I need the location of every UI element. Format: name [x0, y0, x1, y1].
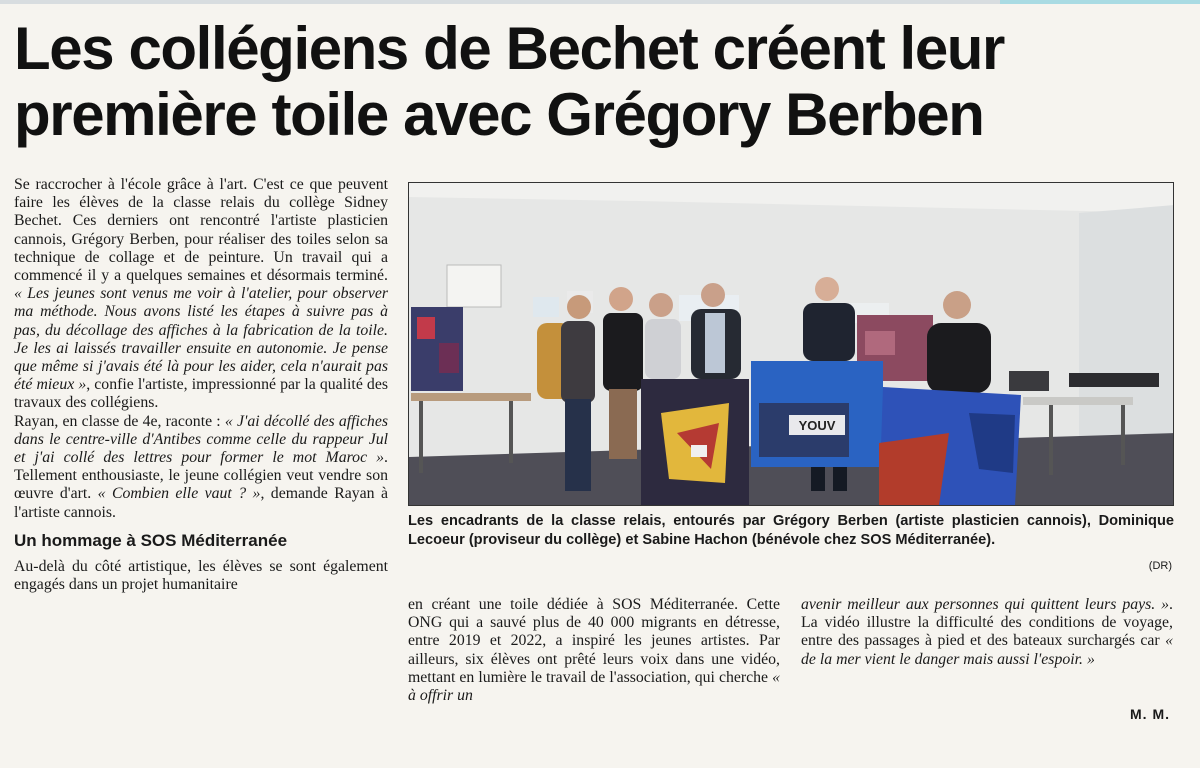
photo-canvas-word: YOUV [798, 418, 836, 433]
intro-text: Se raccrocher à l'école grâce à l'art. C'est ce que peuvent faire les élèves de la classe relais du collège Sidney Bechet. Ces derniers ont rencontré l'artiste plasticien cannois, Grégory Berben, pour réaliser des toiles selon sa technique de collage et de peinture. Un travail qui a commencé il y a quelques semaines et désormais terminé. [14, 176, 388, 285]
column-3 [801, 596, 1173, 669]
column-3-quote-2: « de la mer vient le danger mais aussi l'espoir. » [801, 632, 1173, 668]
section-subhead: Un hommage à SOS Méditerranée [14, 530, 288, 550]
rayan-paragraph [14, 413, 388, 522]
column-2-paragraph [408, 596, 780, 705]
photo-caption: Les encadrants de la classe relais, entourés par Grégory Berben (artiste plasticien cannois), Dominique Lecoeur (proviseur du collège) et Sabine Hachon (bénévole chez SOS Méditerranée). [408, 513, 1174, 548]
artist-quote-attribution: , confie l'artiste, impressionné par la qualité des travaux des collégiens. [14, 376, 388, 412]
photo-illustration [409, 183, 1174, 506]
rayan-question: « Combien elle vaut ? » [97, 485, 261, 503]
photo-credit: (DR) [1148, 560, 1172, 572]
rayan-after-quote: . Tellement enthousiaste, le jeune collégien veut vendre son œuvre d'art. [14, 449, 388, 503]
humanitarian-paragraph: Au-delà du côté artistique, les élèves se sont également engagés dans un projet humanitaire [14, 557, 388, 594]
column-2-quote: « à offrir un [408, 668, 780, 705]
top-rule-accent [1000, 0, 1200, 4]
author-signature: M. M. [1130, 706, 1170, 722]
rayan-closing: , demande Rayan à l'artiste cannois. [14, 485, 388, 521]
intro-paragraph [14, 176, 388, 413]
column-3-paragraph [801, 596, 1173, 669]
headline-line-1: Les collégiens de Bechet créent leur [14, 15, 1004, 82]
group-photo [408, 182, 1174, 506]
headline-line-2: première toile avec Grégory Berben [14, 81, 984, 148]
column-2-text: en créant une toile dédiée à SOS Méditerranée. Cette ONG qui a sauvé plus de 40 000 migrants en détresse, entre 2019 et 2022, a inspiré les jeunes artistes. Par ailleurs, six élèves ont prêté leurs voix dans une vidéo, mettant en lumière le travail de l'association, qui cherche [408, 596, 780, 686]
column-3-quote-1: avenir meilleur aux personnes qui quittent leurs pays. » [801, 596, 1170, 613]
article-headline [14, 16, 1194, 148]
top-rule [0, 0, 1200, 4]
artist-quote: « Les jeunes sont venus me voir à l'atelier, pour observer ma méthode. Nous avons listé les étapes à suivre pas à pas, du décollage des affiches à la fabrication de la toile. Je les ai laissés travailler ensuite en autonomie. Je pense que même si j'avais été là pour les aider, cela n'aurait pas été mieux » [14, 285, 388, 394]
column-3-text: . La vidéo illustre la difficulté des conditions de voyage, entre des passages à pied et des bateaux surchargés car [801, 596, 1173, 650]
column-2 [408, 596, 780, 705]
rayan-quote: « J'ai décollé des affiches dans le centre-ville d'Antibes comme celle du rappeur Jul et j'ai collé des lettres pour former le mot Maroc » [14, 412, 388, 467]
column-1 [14, 176, 388, 594]
rayan-intro: Rayan, en classe de 4e, raconte : [14, 412, 225, 430]
